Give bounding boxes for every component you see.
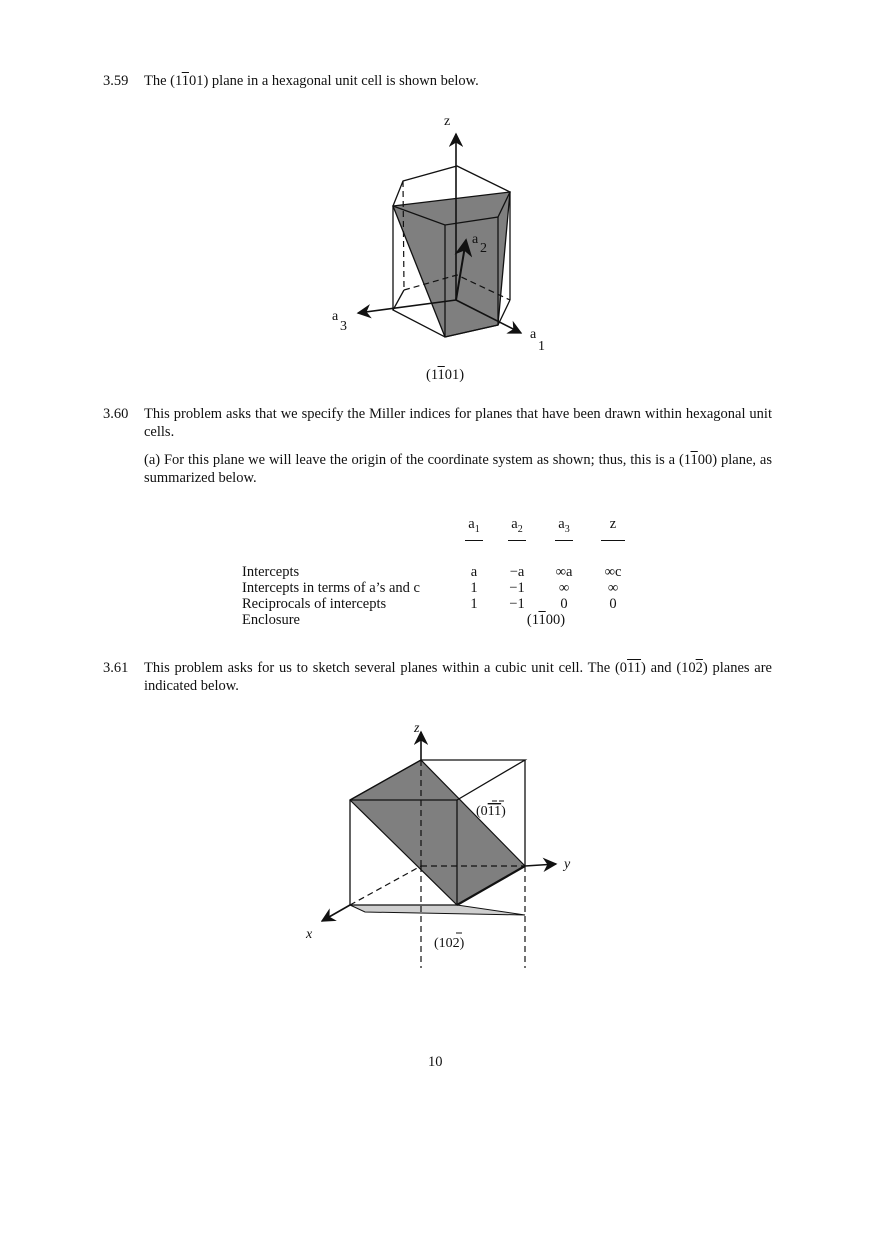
header-underline — [555, 516, 572, 541]
problem-number-3-61: 3.61 — [103, 660, 129, 676]
a3-axis-label: a — [332, 309, 339, 324]
table-cell: ∞c — [604, 564, 622, 580]
table-cell: 1 — [470, 596, 478, 612]
table-row — [242, 596, 638, 612]
table-cell: −1 — [509, 596, 525, 612]
table-cell: 0 — [560, 596, 568, 612]
plane-0-1-1 — [350, 760, 525, 905]
header-text: a — [511, 516, 518, 532]
table-cell: 0 — [609, 596, 617, 612]
overbar-index: 1 — [690, 452, 698, 468]
table-row — [242, 564, 638, 580]
a2-axis-sub: 2 — [480, 241, 487, 256]
label-fragment: ) — [501, 804, 506, 819]
shaded-plane-1101 — [393, 192, 510, 337]
problem-number-3-59: 3.59 — [103, 73, 129, 89]
y-axis-label: y — [564, 857, 571, 872]
header-text: a — [558, 516, 565, 532]
a3-axis-sub: 3 — [340, 319, 347, 334]
table-cell: −1 — [509, 580, 525, 596]
header-sub: 1 — [474, 523, 480, 535]
header-underline — [465, 516, 482, 541]
row-label: Enclosure — [242, 612, 300, 628]
hexagonal-cell-svg — [320, 108, 560, 358]
text-fragment: This problem asks for us to sketch several planes within a cubic unit cell. The (0 — [144, 660, 628, 676]
cubic-cell-svg — [300, 715, 590, 975]
x-axis — [322, 905, 350, 921]
table-row — [242, 580, 638, 596]
figure-caption-1101 — [426, 366, 464, 384]
table-header-row — [242, 516, 638, 564]
header-text: z — [609, 516, 617, 532]
plane-10-2 — [350, 905, 525, 915]
hexagonal-unit-cell-figure — [320, 108, 560, 358]
header-z — [588, 516, 638, 564]
overbar-index: 11 — [627, 660, 642, 676]
text-fragment: (a) For this plane we will leave the origin of the coordinate system as shown; thus, this is a (1 — [144, 452, 691, 468]
overbar-index: 1 — [181, 73, 189, 89]
table-corner — [242, 516, 454, 564]
label-fragment: (0 — [476, 804, 488, 819]
header-a1 — [454, 516, 494, 564]
table-cell: ∞a — [555, 564, 573, 580]
header-text: a — [468, 516, 475, 532]
x-axis-label: x — [306, 927, 313, 942]
y-axis — [525, 864, 556, 866]
table-cell: a — [470, 564, 478, 580]
problem-number-3-60: 3.60 — [103, 406, 129, 422]
header-a2 — [494, 516, 540, 564]
header-sub: 3 — [564, 523, 570, 535]
table-cell: 1 — [470, 580, 478, 596]
table-cell — [588, 612, 638, 628]
row-label: Intercepts in terms of a’s and c — [242, 580, 420, 596]
overbar-index: 2 — [695, 660, 703, 676]
text-fragment: (1 — [426, 367, 438, 383]
label-fragment-overbar: 11 — [487, 804, 502, 819]
problem-3-60-part-a — [144, 451, 772, 487]
text-fragment: (1 — [526, 612, 539, 628]
text-fragment: 01) — [444, 367, 465, 383]
text-fragment: ) and (10 — [641, 660, 696, 676]
header-underline — [601, 516, 625, 541]
problem-3-61-statement — [144, 659, 772, 695]
overbar-index: 1 — [538, 612, 546, 628]
header-a3 — [540, 516, 588, 564]
text-fragment: ) planes are indicated below. — [144, 660, 772, 694]
plane-0-1-1-label — [476, 804, 506, 819]
a1-axis-sub: 1 — [538, 339, 545, 354]
overbar-index: 1 — [437, 367, 445, 383]
problem-3-59-statement — [144, 72, 772, 90]
page-number: 10 — [428, 1054, 443, 1070]
cube-hidden-edge — [350, 866, 421, 905]
text-fragment: The (1 — [144, 73, 182, 89]
a2-axis-label: a — [472, 232, 479, 247]
label-fragment-overbar: 2 — [452, 936, 460, 951]
plane-10-2-label — [434, 936, 465, 951]
table-cell: −a — [509, 564, 525, 580]
table-row-enclosure — [242, 612, 638, 628]
header-underline — [508, 516, 525, 541]
z-axis-label: z — [414, 721, 420, 736]
row-label: Reciprocals of intercepts — [242, 596, 387, 612]
text-fragment: 01) plane in a hexagonal unit cell is shown below. — [188, 73, 479, 89]
table-cell: ∞ — [558, 580, 570, 596]
label-fragment: (10 — [434, 936, 453, 951]
row-label: Intercepts — [242, 564, 300, 580]
cubic-unit-cell-figure — [300, 715, 590, 975]
a1-axis-label: a — [530, 327, 537, 342]
miller-indices-table — [242, 516, 638, 628]
z-axis-label: z — [444, 114, 451, 129]
text-fragment: 00) plane, as summarized below. — [144, 452, 772, 486]
label-fragment: ) — [459, 936, 465, 951]
problem-3-60-statement: This problem asks that we specify the Miller indices for planes that have been drawn within hexagonal unit cells. — [144, 406, 772, 440]
table-cell: ∞ — [607, 580, 619, 596]
edge-left-back — [403, 181, 404, 290]
enclosure-cell — [454, 612, 588, 628]
header-sub: 2 — [517, 523, 523, 535]
text-fragment: 00) — [545, 612, 566, 628]
